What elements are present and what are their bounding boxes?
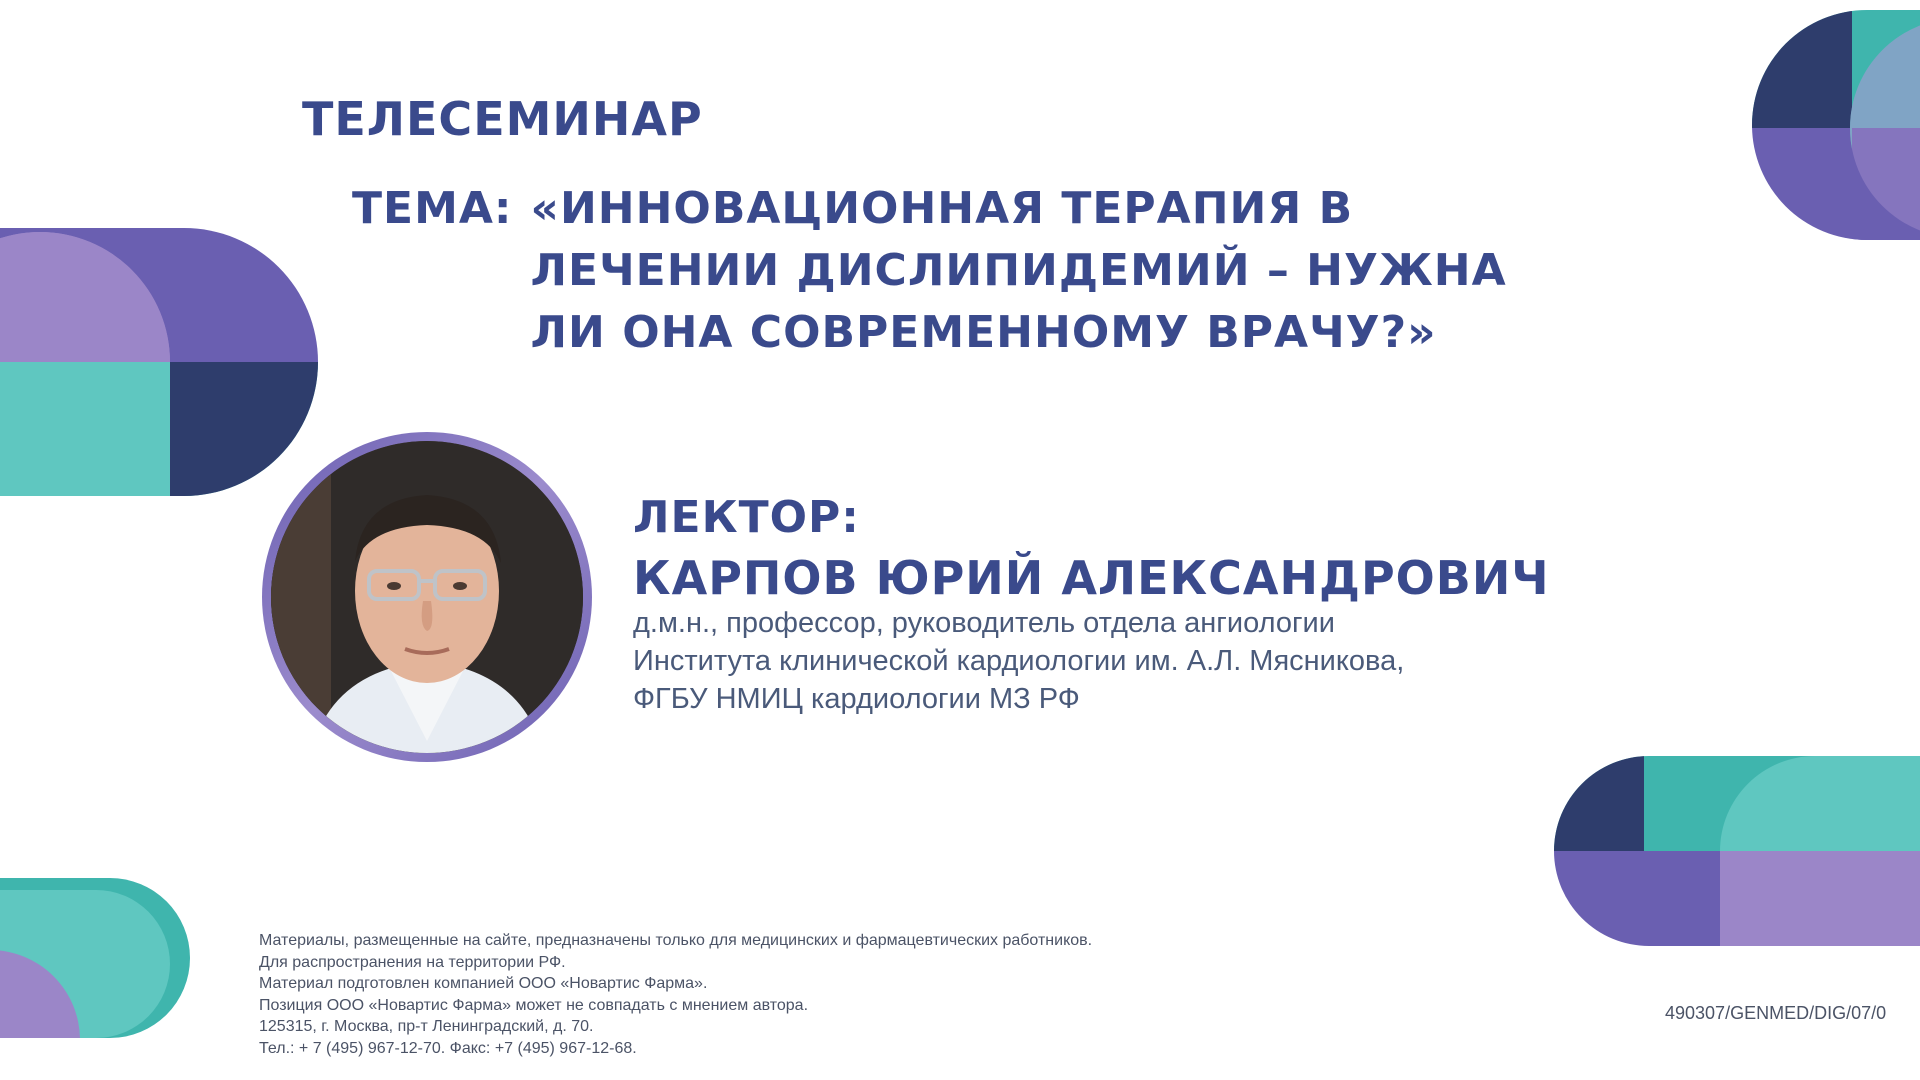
top-right-pill-shape (1752, 10, 1920, 240)
legal-disclaimer (259, 930, 1092, 1059)
disclaimer-line: Для распространения на территории РФ. (259, 953, 566, 971)
disclaimer-line: Позиция ООО «Новартис Фарма» может не совпадать с мнением автора. (259, 996, 809, 1014)
bottom-right-pill-shape (1554, 756, 1920, 946)
topic-title: «ИННОВАЦИОННАЯ ТЕРАПИЯ В ЛЕЧЕНИИ ДИСЛИПИДЕМИЙ – НУЖНА ЛИ ОНА СОВРЕМЕННОМУ ВРАЧУ?» (530, 183, 1507, 358)
disclaimer-line: Тел.: + 7 (495) 967-12-70. Факс: +7 (495) 967-12-68. (259, 1039, 637, 1057)
lecturer-bio (633, 604, 1404, 718)
bottom-left-pill-shape (0, 878, 190, 1080)
webinar-label: ТЕЛЕСЕМИНАР (302, 92, 703, 146)
lecturer-label: ЛЕКТОР: (633, 492, 860, 543)
bio-line: Института клинической кардиологии им. А.Л. Мясникова, (633, 645, 1405, 677)
topic-label: ТЕМА: (352, 183, 513, 234)
bio-line: ФГБУ НМИЦ кардиологии МЗ РФ (633, 683, 1080, 715)
disclaimer-line: 125315, г. Москва, пр-т Ленинградский, д. 70. (259, 1018, 594, 1035)
lecturer-photo (271, 441, 583, 753)
topic-row (352, 178, 1591, 364)
lecturer-name: КАРПОВ ЮРИЙ АЛЕКСАНДРОВИЧ (633, 551, 1550, 605)
lecturer-portrait-illustration (271, 441, 583, 753)
disclaimer-line: Материалы, размещенные на сайте, предназначены только для медицинских и фармацевтических работников. (259, 932, 1093, 949)
bio-line: д.м.н., профессор, руководитель отдела ангиологии (633, 607, 1335, 639)
left-pill-shape (0, 228, 330, 496)
lecturer-photo-frame (262, 432, 592, 762)
disclaimer-line: Материал подготовлен компанией ООО «Новартис Фарма». (259, 975, 708, 992)
document-code: 490307/GENMED/DIG/07/0 (1665, 1003, 1887, 1023)
